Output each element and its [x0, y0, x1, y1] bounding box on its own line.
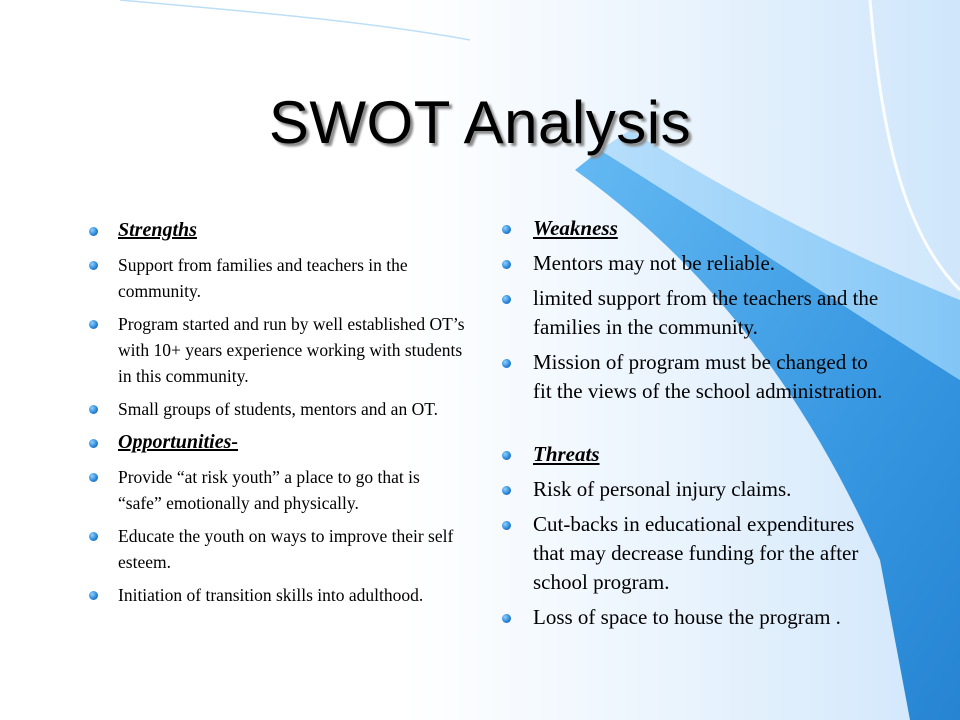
strengths-heading: Strengths: [86, 217, 466, 243]
weakness-item: limited support from the teachers and the families in the community.: [499, 284, 889, 342]
strength-item: Small groups of students, mentors and an OT.: [86, 396, 466, 422]
right-column-list: [499, 214, 889, 638]
threat-item: Cut-backs in educational expenditures that may decrease funding for the after school program.: [499, 510, 889, 597]
weakness-heading: Weakness: [499, 214, 889, 243]
strength-item: Program started and run by well established OT’s with 10+ years experience working with students in this community.: [86, 311, 466, 389]
left-column-list: [86, 217, 466, 615]
weakness-item: Mentors may not be reliable.: [499, 249, 889, 278]
threats-heading: Threats: [499, 440, 889, 469]
threat-item: Loss of space to house the program .: [499, 603, 889, 632]
swoosh-line-top: [120, 0, 470, 40]
weakness-item: Mission of program must be changed to fit the views of the school administration.: [499, 348, 889, 406]
opportunities-heading: Opportunities-: [86, 429, 466, 455]
strength-item: Support from families and teachers in the community.: [86, 252, 466, 304]
opportunity-item: Provide “at risk youth” a place to go that is “safe” emotionally and physically.: [86, 464, 466, 516]
threat-item: Risk of personal injury claims.: [499, 475, 889, 504]
opportunity-item: Initiation of transition skills into adulthood.: [86, 582, 466, 608]
opportunity-item: Educate the youth on ways to improve their self esteem.: [86, 523, 466, 575]
slide-title: SWOT Analysis: [268, 89, 692, 156]
section-spacer: [499, 412, 889, 440]
